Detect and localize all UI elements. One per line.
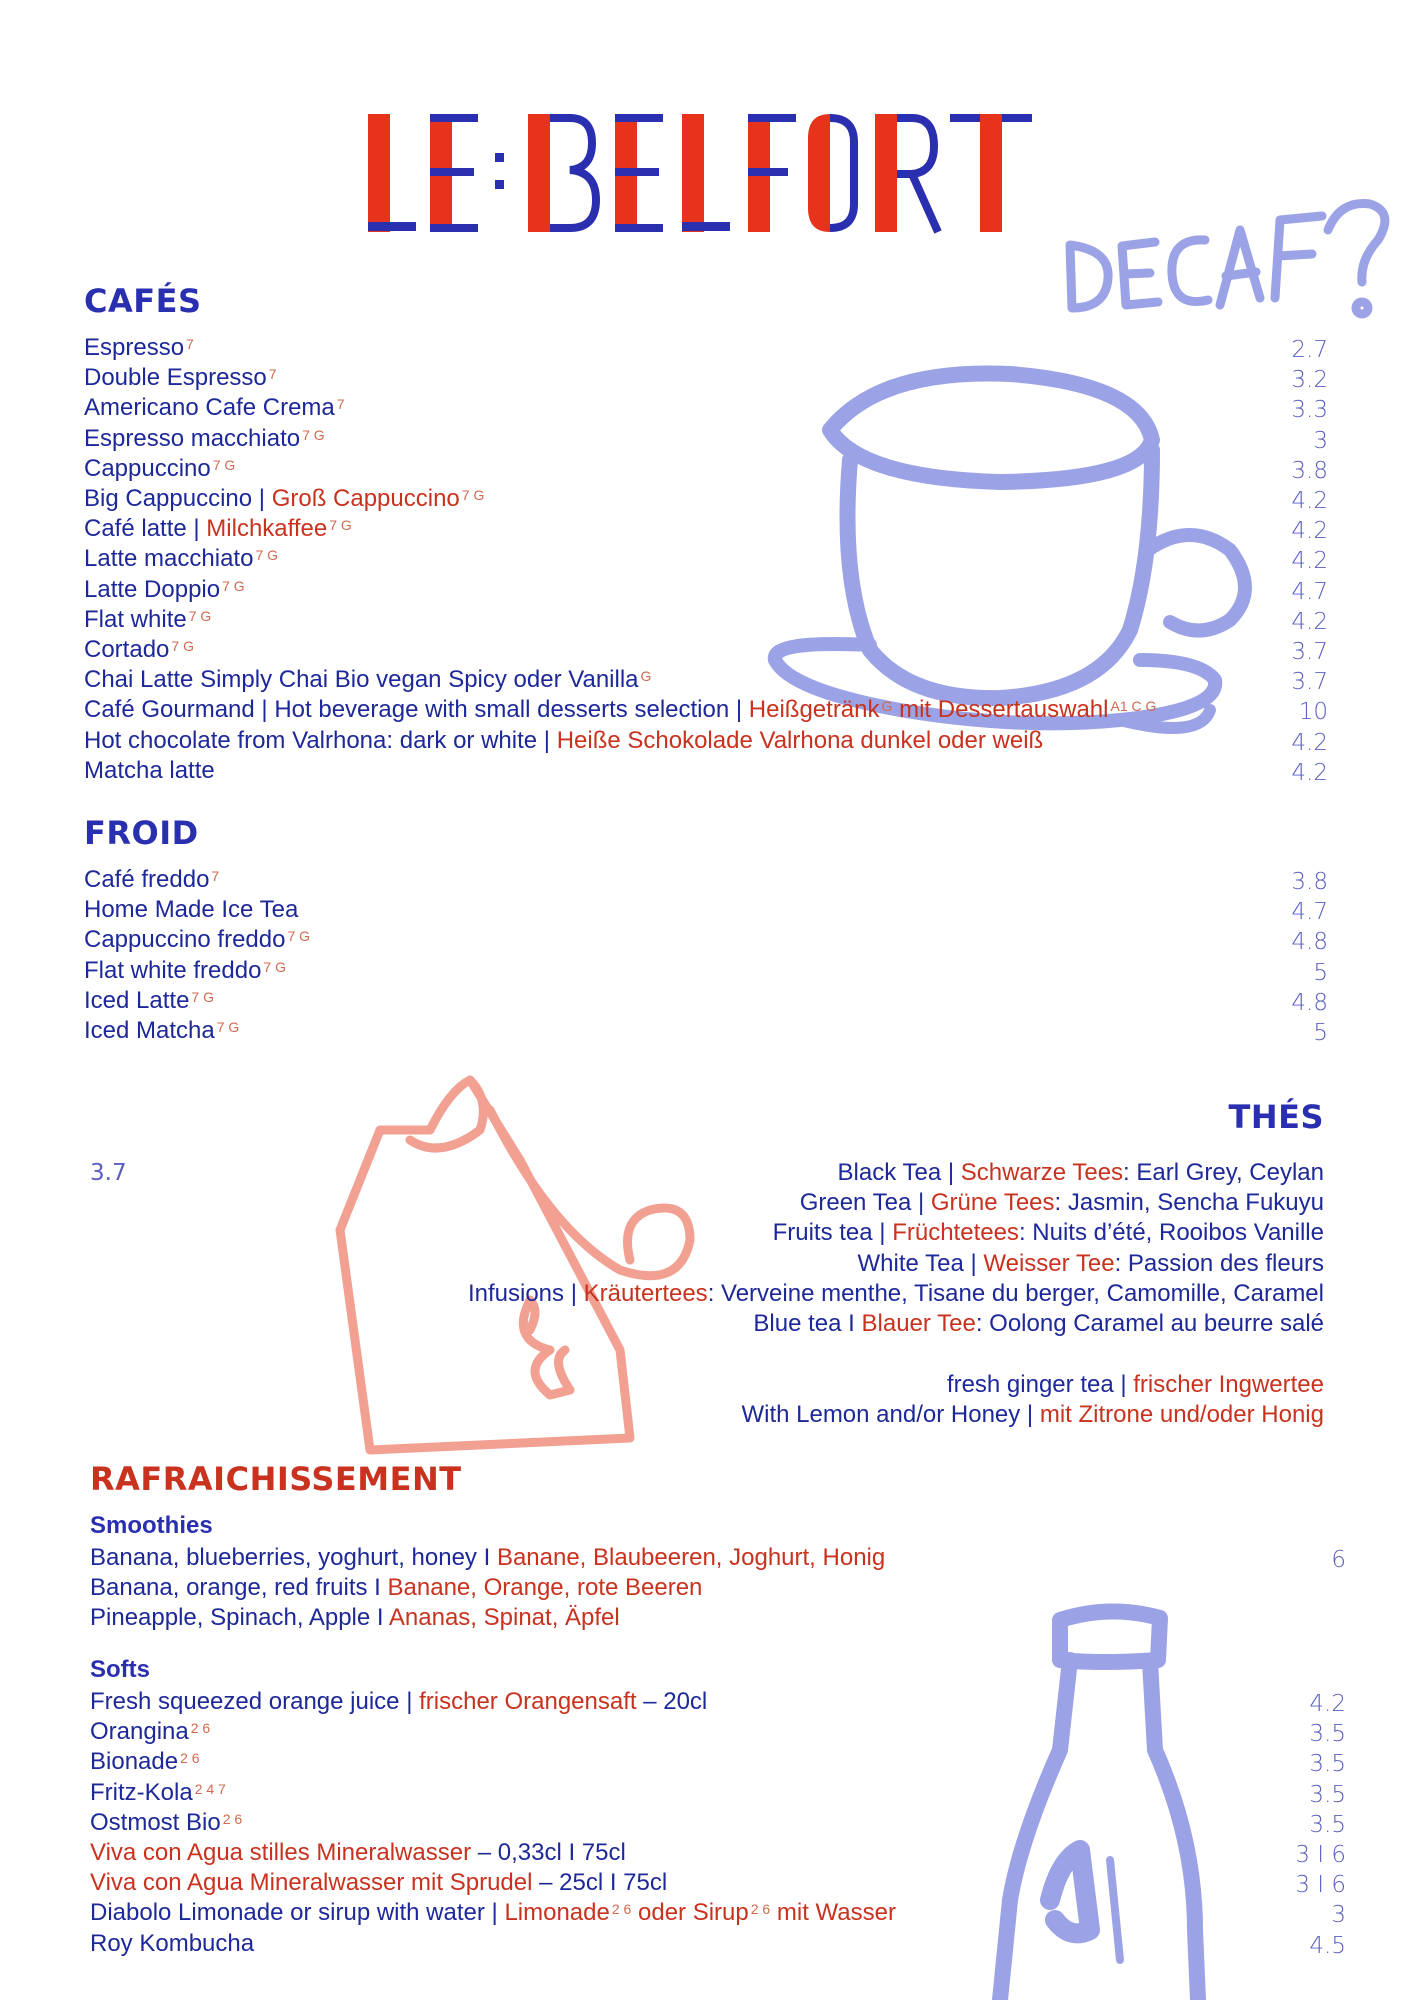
tea-varieties: : Nuits d’été, Rooibos Vanille xyxy=(1018,1219,1324,1247)
tea-name: Blue tea I xyxy=(753,1310,862,1337)
smoothie-item-row xyxy=(90,1603,1340,1633)
smoothie-name-de: Banane, Blaubeeren, Joghurt, Honig xyxy=(496,1544,886,1571)
allergen-codes: 7 xyxy=(186,336,194,352)
tea-extra-name: fresh ginger tea | xyxy=(946,1371,1134,1398)
allergen-codes: 7 G xyxy=(329,517,352,534)
soft-item-row xyxy=(90,1898,1346,1929)
tea-item-row xyxy=(838,1158,1324,1188)
allergen-codes: G xyxy=(881,698,893,715)
thes-price: 3.7 xyxy=(90,1160,127,1186)
softs-heading: Softs xyxy=(90,1656,150,1683)
tea-varieties: : Earl Grey, Ceylan xyxy=(1123,1159,1324,1186)
item-name: Americano Cafe Crema xyxy=(84,394,335,422)
item-price: 4.2 xyxy=(1309,1691,1346,1717)
cafe-item-row xyxy=(84,635,1334,665)
soft-item-row xyxy=(90,1929,1346,1959)
smoothie-item-row xyxy=(90,1573,1340,1603)
item-price: 4.2 xyxy=(1291,548,1328,575)
cafe-item-row xyxy=(84,333,1334,363)
tea-extra-row xyxy=(741,1400,1324,1430)
item-name: Home Made Ice Tea xyxy=(84,896,299,924)
froid-item-row xyxy=(84,1016,1334,1046)
froid-item-row xyxy=(84,956,1334,986)
allergen-codes: 2 6 xyxy=(190,1720,211,1737)
allergen-codes: 7 G xyxy=(171,638,194,654)
item-name: Fritz-Kola xyxy=(90,1778,193,1806)
allergen-codes: 7 xyxy=(211,868,220,884)
item-name: Espresso macchiato xyxy=(84,424,301,452)
item-price: 4.2 xyxy=(1291,608,1328,635)
soft-item-row xyxy=(90,1778,1346,1808)
rafraichissement-heading: RAFRAICHISSEMENT xyxy=(90,1460,462,1498)
tea-varieties: : Verveine menthe, Tisane du berger, Camomille, Caramel xyxy=(707,1279,1324,1307)
cafe-item-row xyxy=(84,695,1334,725)
item-name: Iced Latte xyxy=(84,986,190,1014)
item-price: 4.2 xyxy=(1291,729,1328,756)
item-name-de: Viva con Agua Mineralwasser mit Sprudel xyxy=(90,1869,533,1897)
cafe-item-row xyxy=(84,575,1334,605)
item-price: 5 xyxy=(1313,959,1328,986)
tea-name-de: Schwarze Tees xyxy=(960,1159,1124,1186)
cafe-item-row xyxy=(84,514,1334,544)
allergen-codes: 7 G xyxy=(255,547,279,564)
cafe-item-row xyxy=(84,393,1334,423)
item-name: Flat white freddo xyxy=(84,956,262,984)
tea-varieties: : Oolong Caramel au beurre salé xyxy=(975,1310,1324,1337)
item-price: 3 I 6 xyxy=(1295,1842,1346,1868)
item-price: 4.7 xyxy=(1291,578,1328,605)
item-name: Matcha latte xyxy=(84,756,215,784)
cafe-item-row xyxy=(84,454,1334,484)
item-name: Fresh squeezed orange juice | xyxy=(90,1688,420,1715)
item-name: Cortado xyxy=(84,636,170,663)
item-suffix: – 0,33cl I 75cl xyxy=(471,1839,626,1866)
allergen-codes: 7 G xyxy=(212,456,236,473)
item-price: 4.8 xyxy=(1291,929,1328,956)
item-name-de: Viva con Agua stilles Mineralwasser xyxy=(90,1839,472,1866)
smoothie-price: 6 xyxy=(1331,1547,1346,1573)
item-suffix: – 25cl I 75cl xyxy=(532,1869,668,1897)
item-price: 2.7 xyxy=(1291,337,1328,363)
allergen-codes: 7 xyxy=(336,396,345,413)
cafes-heading: CAFÉS xyxy=(84,282,202,320)
thes-heading: THÉS xyxy=(1228,1098,1324,1136)
item-price: 3.8 xyxy=(1291,457,1328,484)
item-price: 3 xyxy=(1331,1902,1346,1929)
allergen-codes: 7 G xyxy=(461,487,485,503)
item-price: 3.5 xyxy=(1309,1751,1346,1778)
froid-heading: FROID xyxy=(84,814,199,852)
item-price: 4.7 xyxy=(1291,899,1328,926)
decaf-handwriting xyxy=(1060,190,1400,330)
item-price: 3 xyxy=(1313,427,1328,454)
item-price: 4.2 xyxy=(1291,518,1328,545)
smoothies-heading: Smoothies xyxy=(90,1512,213,1539)
item-price: 4.5 xyxy=(1309,1932,1346,1959)
brand-logo-mark xyxy=(360,108,1060,243)
item-name: Café freddo xyxy=(84,866,210,893)
tea-extra-row xyxy=(947,1370,1324,1400)
item-name-de: Limonade xyxy=(504,1899,610,1927)
allergen-codes: G xyxy=(640,668,652,685)
cafe-item-row xyxy=(84,605,1334,635)
allergen-codes: 2 4 7 xyxy=(194,1780,226,1797)
cafe-item-row xyxy=(84,665,1334,695)
item-price: 3.8 xyxy=(1291,869,1328,895)
soft-item-row xyxy=(90,1717,1346,1748)
cafe-item-row xyxy=(84,484,1334,514)
item-name: Hot chocolate from Valrhona: dark or white | xyxy=(84,726,557,754)
allergen-codes: A1 C G xyxy=(1110,698,1157,715)
smoothie-item-row xyxy=(90,1543,1346,1573)
soft-item-row xyxy=(90,1808,1346,1838)
tea-name: Green Tea | xyxy=(799,1189,931,1217)
item-price: 4.2 xyxy=(1291,488,1328,514)
tea-item-row xyxy=(800,1188,1324,1218)
tea-name-de: Blauer Tee xyxy=(861,1310,976,1337)
allergen-codes: 7 xyxy=(268,366,277,383)
tea-name: Fruits tea | xyxy=(772,1219,893,1247)
item-name: Ostmost Bio xyxy=(90,1808,221,1836)
item-price: 3.5 xyxy=(1309,1811,1346,1838)
brand-logo xyxy=(360,108,1060,243)
tea-item-row xyxy=(468,1279,1324,1309)
item-name: Cappuccino xyxy=(84,454,211,482)
tea-name-de: Weisser Tee xyxy=(983,1249,1115,1277)
cafe-item-row xyxy=(84,363,1334,393)
cafe-item-row xyxy=(84,424,1334,454)
froid-item-row xyxy=(84,895,1334,925)
item-price: 3.3 xyxy=(1291,397,1328,424)
allergen-codes: 7 G xyxy=(222,577,245,594)
item-name: Big Cappuccino | xyxy=(84,485,272,512)
item-name: Double Espresso xyxy=(84,364,267,392)
item-name: Bionade xyxy=(90,1748,179,1776)
soft-item-row xyxy=(90,1868,1346,1899)
froid-item-row xyxy=(84,925,1334,955)
soft-item-row xyxy=(90,1747,1346,1778)
item-name: Café latte | xyxy=(84,515,207,543)
tea-varieties: : Jasmin, Sencha Fukuyu xyxy=(1054,1189,1324,1217)
cafe-item-row xyxy=(84,756,1334,786)
smoothie-name-de: Ananas, Spinat, Äpfel xyxy=(388,1604,620,1632)
tea-item-row xyxy=(858,1249,1324,1279)
soft-item-row xyxy=(90,1687,1346,1717)
allergen-codes: 7 G xyxy=(302,426,325,443)
smoothie-name: Pineapple, Spinach, Apple I xyxy=(90,1604,389,1632)
item-name-de: mit Dessertauswahl xyxy=(892,696,1109,724)
froid-item-row xyxy=(84,986,1334,1016)
item-name: Espresso xyxy=(84,334,185,361)
item-name-de: Milchkaffee xyxy=(206,515,328,543)
tea-name-de: Grüne Tees xyxy=(930,1189,1055,1217)
item-price: 4.8 xyxy=(1291,989,1328,1016)
allergen-codes: 7 G xyxy=(263,958,286,975)
item-name-de: mit Wasser xyxy=(770,1899,896,1927)
cafe-item-row xyxy=(84,544,1334,574)
allergen-codes: 2 6 xyxy=(750,1901,771,1918)
item-name: Roy Kombucha xyxy=(90,1929,255,1957)
decaf-note xyxy=(1060,190,1400,330)
item-price: 3.2 xyxy=(1291,367,1328,394)
tea-extra-name-de: mit Zitrone und/oder Honig xyxy=(1039,1401,1324,1429)
item-name: Café Gourmand | Hot beverage with small desserts selection | xyxy=(84,696,749,724)
allergen-codes: 7 G xyxy=(216,1019,240,1035)
item-name-de: Heiße Schokolade Valrhona dunkel oder weiß xyxy=(556,726,1044,754)
tea-item-row xyxy=(773,1218,1324,1248)
item-name: Chai Latte Simply Chai Bio vegan Spicy oder Vanilla xyxy=(84,666,639,694)
item-suffix: – 20cl xyxy=(636,1688,708,1715)
tea-extra-name: With Lemon and/or Honey | xyxy=(741,1401,1040,1429)
allergen-codes: 7 G xyxy=(287,928,311,945)
allergen-codes: 7 G xyxy=(191,988,214,1005)
allergen-codes: 2 6 xyxy=(222,1810,243,1827)
tea-name: Infusions | xyxy=(467,1279,584,1307)
item-name: Latte Doppio xyxy=(84,575,221,603)
item-name-de: Heißgetränk xyxy=(748,696,880,724)
smoothie-name: Banana, orange, red fruits I xyxy=(90,1574,388,1602)
tea-item-row xyxy=(753,1309,1324,1339)
tea-bag-sketch-icon xyxy=(320,1060,720,1460)
allergen-codes: 2 6 xyxy=(611,1901,632,1918)
item-name: Iced Matcha xyxy=(84,1017,215,1044)
smoothie-name: Banana, blueberries, yoghurt, honey I xyxy=(90,1544,497,1571)
item-price: 3.7 xyxy=(1291,669,1328,696)
item-name-de: oder Sirup xyxy=(631,1899,749,1927)
tea-name: Black Tea | xyxy=(837,1159,961,1186)
item-name: Cappuccino freddo xyxy=(84,926,286,954)
item-price: 3.5 xyxy=(1309,1781,1346,1808)
tea-varieties: : Passion des fleurs xyxy=(1114,1249,1324,1277)
tea-name-de: Früchtetees xyxy=(892,1219,1019,1247)
tea-name-de: Kräutertees xyxy=(583,1279,708,1307)
item-price: 3 I 6 xyxy=(1295,1872,1346,1899)
tea-extra-name-de: frischer Ingwertee xyxy=(1133,1371,1324,1398)
soft-item-row xyxy=(90,1838,1346,1868)
item-price: 5 xyxy=(1313,1020,1328,1046)
item-name: Latte macchiato xyxy=(84,545,254,573)
item-price: 4.2 xyxy=(1291,759,1328,786)
tea-name: White Tea | xyxy=(857,1249,984,1277)
cafe-item-row xyxy=(84,726,1334,756)
item-name: Flat white xyxy=(84,605,187,633)
item-name-de: Groß Cappuccino xyxy=(271,485,460,512)
froid-item-row xyxy=(84,865,1334,895)
item-price: 3.7 xyxy=(1291,639,1328,665)
item-price: 10 xyxy=(1298,699,1328,726)
smoothie-name-de: Banane, Orange, rote Beeren xyxy=(387,1574,703,1602)
allergen-codes: 2 6 xyxy=(180,1750,200,1767)
item-price: 3.5 xyxy=(1309,1721,1346,1748)
item-name: Diabolo Limonade or sirup with water | xyxy=(90,1899,505,1927)
allergen-codes: 7 G xyxy=(188,607,212,624)
item-name: Orangina xyxy=(90,1718,189,1746)
item-name-de: frischer Orangensaft xyxy=(419,1688,637,1715)
